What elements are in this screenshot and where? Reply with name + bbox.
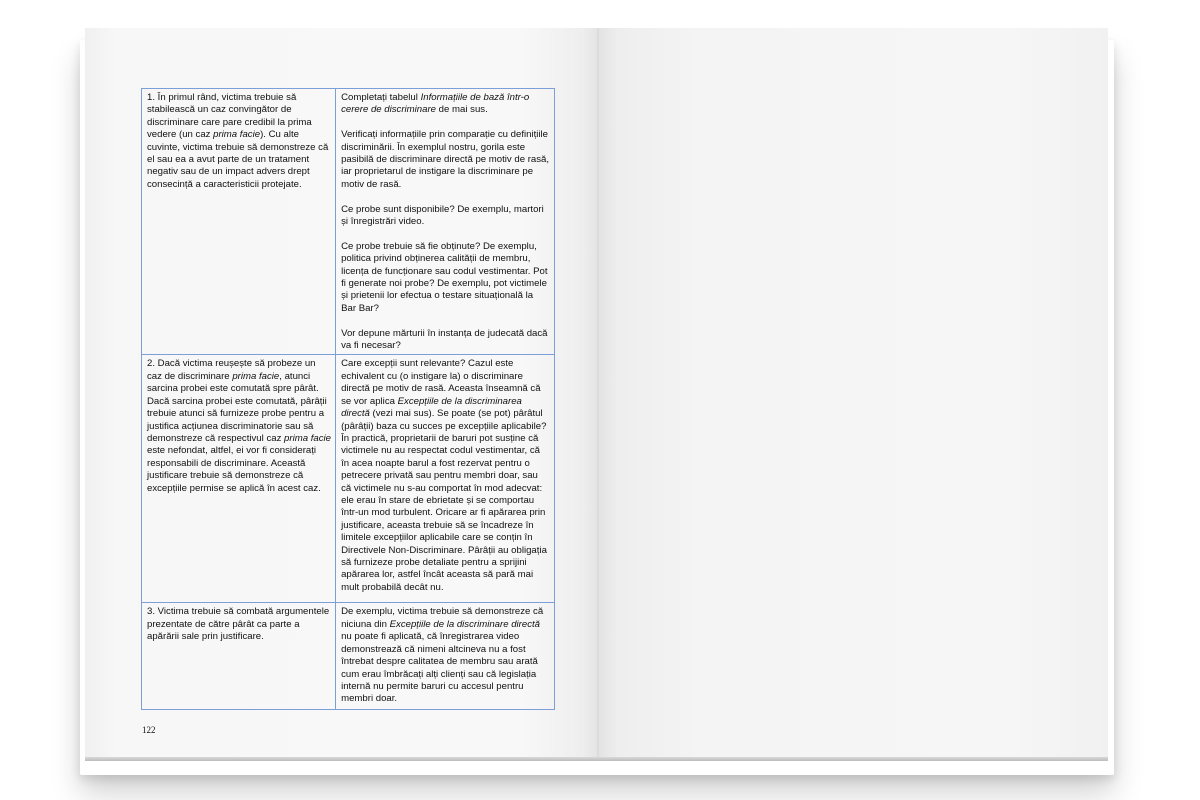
page-number: 122 <box>142 725 156 735</box>
guidance-cell <box>336 89 555 355</box>
step-cell: 3. Victima trebuie să combată argumentele prezentate de către pârât ca parte a apărării sale prin justificare. <box>142 603 336 710</box>
step-cell: 1. În primul rând, victima trebuie să stabilească un caz convingător de discriminare care pare credibil la prima vedere (un caz prima facie). Cu alte cuvinte, victima trebuie să demonstreze că el sau ea a avut parte de un tratament negativ sau de un impact advers drept consecință a caracteristicii protejate. <box>142 89 336 355</box>
book-spine <box>597 28 599 760</box>
table-row <box>142 89 555 355</box>
guidance-cell <box>336 355 555 603</box>
discrimination-procedure-table <box>141 88 555 710</box>
table-row <box>142 603 555 710</box>
step-cell: 2. Dacă victima reușește să probeze un caz de discriminare prima facie, atunci sarcina probei este comutată spre pârât. Dacă sarcina probei este comutată, pârâții trebuie atunci să furnizeze probe pentru a justifica acțiunea discriminatorie sau să demonstreze că respectivul caz prima facie este nefondat, altfel, ei vor fi considerați responsabili de discriminare. Această justificare trebuie să demonstreze că excepțiile permise se aplică în acest caz. <box>142 355 336 603</box>
paragraph: Care excepții sunt relevante? Cazul este echivalent cu (o instigare la) o discriminare directă pe motiv de rasă. Aceasta înseamnă că se vor aplica Excepțiile de la discriminarea directă (vezi mai sus). Se poate (se pot) pârâtul (pârâții) baza cu succes pe excepțiile aplicabile? În practică, proprietarii de baruri pot susține că victimele nu au respectat codul vestimentar, că în acea noapte barul a fost rezervat pentru o petrecere privată sau pentru membri doar, sau că victimele nu s-au comportat în mod adecvat: ele erau în stare de ebrietate și se comportau într-un mod turbulent. Oricare ar fi apărarea prin justificare, aceasta trebuie să se încadreze în limitele excepțiilor aplicabile care se conțin în Directivele Non-Discriminare. Pârâții au obligația să furnizeze probe detaliate pentru a sprijini apărarea lor, astfel încât aceasta să pară mai mult probabilă decât nu. <box>341 358 547 593</box>
paragraph: De exemplu, victima trebuie să demonstreze că niciuna din Excepțiile de la discriminare directă nu poate fi aplicată, că înregistrarea video demonstrează că nimeni altcineva nu a fost întrebat despre calitatea de membru sau arată cum erau îmbrăcați alți clienți sau că legislația internă nu permite baruri cu accesul pentru membri doar. <box>341 606 544 705</box>
paragraph: Vor depune mărturii în instanța de judecată dacă va fi necesar? <box>341 327 548 352</box>
paragraph: Verificați informațiile prin comparație cu definițiile discriminării. În exemplul nostru, gorila este pasibilă de discriminare directă pe motiv de rasă, iar proprietarul de instigare la discriminare pe motiv de rasă. <box>341 129 550 190</box>
table-row <box>142 355 555 603</box>
paragraph: Completați tabelul Informațiile de bază într-o cerere de discriminare de mai sus. <box>341 92 530 116</box>
paragraph: Ce probe trebuie să fie obținute? De exemplu, politica privind obținerea calității de membru, licența de funcționare sau codul vestimentar. Pot fi generate noi probe? De exemplu, pot victimele și prietenii lor efectua o testare situațională la Bar Bar? <box>341 240 548 314</box>
page-bottom-edge <box>85 757 1108 761</box>
right-page-blank <box>598 28 1108 760</box>
paragraph: Ce probe sunt disponibile? De exemplu, martori și înregistrări video. <box>341 203 544 228</box>
guidance-cell <box>336 603 555 710</box>
